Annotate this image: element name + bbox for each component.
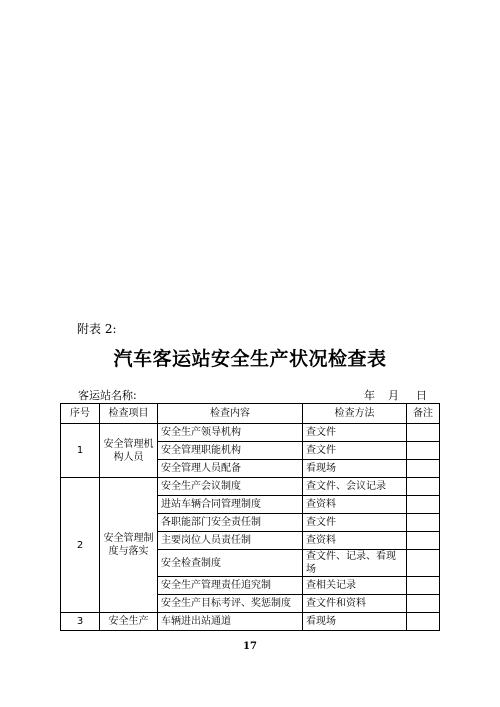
check-method: 查文件和资料 bbox=[303, 595, 407, 613]
header-method: 检查方法 bbox=[303, 404, 407, 424]
check-content: 各职能部门安全责任制 bbox=[158, 514, 303, 532]
remarks-cell bbox=[407, 613, 440, 631]
check-content: 安全管理人员配备 bbox=[158, 460, 303, 478]
check-content: 车辆进出站通道 bbox=[158, 613, 303, 631]
check-item: 安全管理制度与落实 bbox=[100, 478, 158, 613]
remarks-cell bbox=[407, 496, 440, 514]
remarks-cell bbox=[407, 442, 440, 460]
table-row bbox=[61, 613, 440, 631]
check-method: 查文件 bbox=[303, 442, 407, 460]
check-content: 进站车辆合同管理制度 bbox=[158, 496, 303, 514]
table-header-row bbox=[61, 404, 440, 424]
remarks-cell bbox=[407, 460, 440, 478]
check-method: 查文件 bbox=[303, 424, 407, 442]
check-item: 安全生产 bbox=[100, 613, 158, 631]
table-row bbox=[61, 424, 440, 442]
check-content: 主要岗位人员责任制 bbox=[158, 532, 303, 550]
remarks-cell bbox=[407, 514, 440, 532]
check-method: 查资料 bbox=[303, 496, 407, 514]
header-content: 检查内容 bbox=[158, 404, 303, 424]
station-name-label: 客运站名称: bbox=[78, 389, 137, 402]
check-item: 安全管理机构人员 bbox=[100, 424, 158, 478]
remarks-cell bbox=[407, 532, 440, 550]
check-method: 查文件、会议记录 bbox=[303, 478, 407, 496]
inspection-table bbox=[60, 403, 440, 631]
remarks-cell bbox=[407, 550, 440, 577]
date-fields bbox=[364, 387, 427, 403]
remarks-cell bbox=[407, 577, 440, 595]
check-content: 安全生产目标考评、奖惩制度 bbox=[158, 595, 303, 613]
day-label: 日 bbox=[416, 389, 427, 402]
check-method: 查资料 bbox=[303, 532, 407, 550]
remarks-cell bbox=[407, 424, 440, 442]
remarks-cell bbox=[407, 478, 440, 496]
check-method: 看现场 bbox=[303, 613, 407, 631]
check-content: 安全生产管理责任追究制 bbox=[158, 577, 303, 595]
header-remarks: 备注 bbox=[407, 404, 440, 424]
table-row bbox=[61, 478, 440, 496]
header-no: 序号 bbox=[61, 404, 100, 424]
check-content: 安全生产会议制度 bbox=[158, 478, 303, 496]
check-method: 看现场 bbox=[303, 460, 407, 478]
check-content: 安全生产领导机构 bbox=[158, 424, 303, 442]
row-number: 3 bbox=[61, 613, 100, 631]
month-label: 月 bbox=[388, 389, 399, 402]
header-item: 检查项目 bbox=[100, 404, 158, 424]
page-number: 17 bbox=[243, 641, 257, 652]
check-content: 安全管理职能机构 bbox=[158, 442, 303, 460]
document-title: 汽车客运站安全生产状况检查表 bbox=[113, 348, 387, 370]
row-number: 2 bbox=[61, 478, 100, 613]
row-number: 1 bbox=[61, 424, 100, 478]
remarks-cell bbox=[407, 595, 440, 613]
check-method: 查文件 bbox=[303, 514, 407, 532]
appendix-label: 附表 2: bbox=[77, 322, 117, 336]
check-content: 安全检查制度 bbox=[158, 550, 303, 577]
year-label: 年 bbox=[364, 389, 375, 402]
check-method: 查文件、记录、看现场 bbox=[303, 550, 407, 577]
check-method: 查相关记录 bbox=[303, 577, 407, 595]
